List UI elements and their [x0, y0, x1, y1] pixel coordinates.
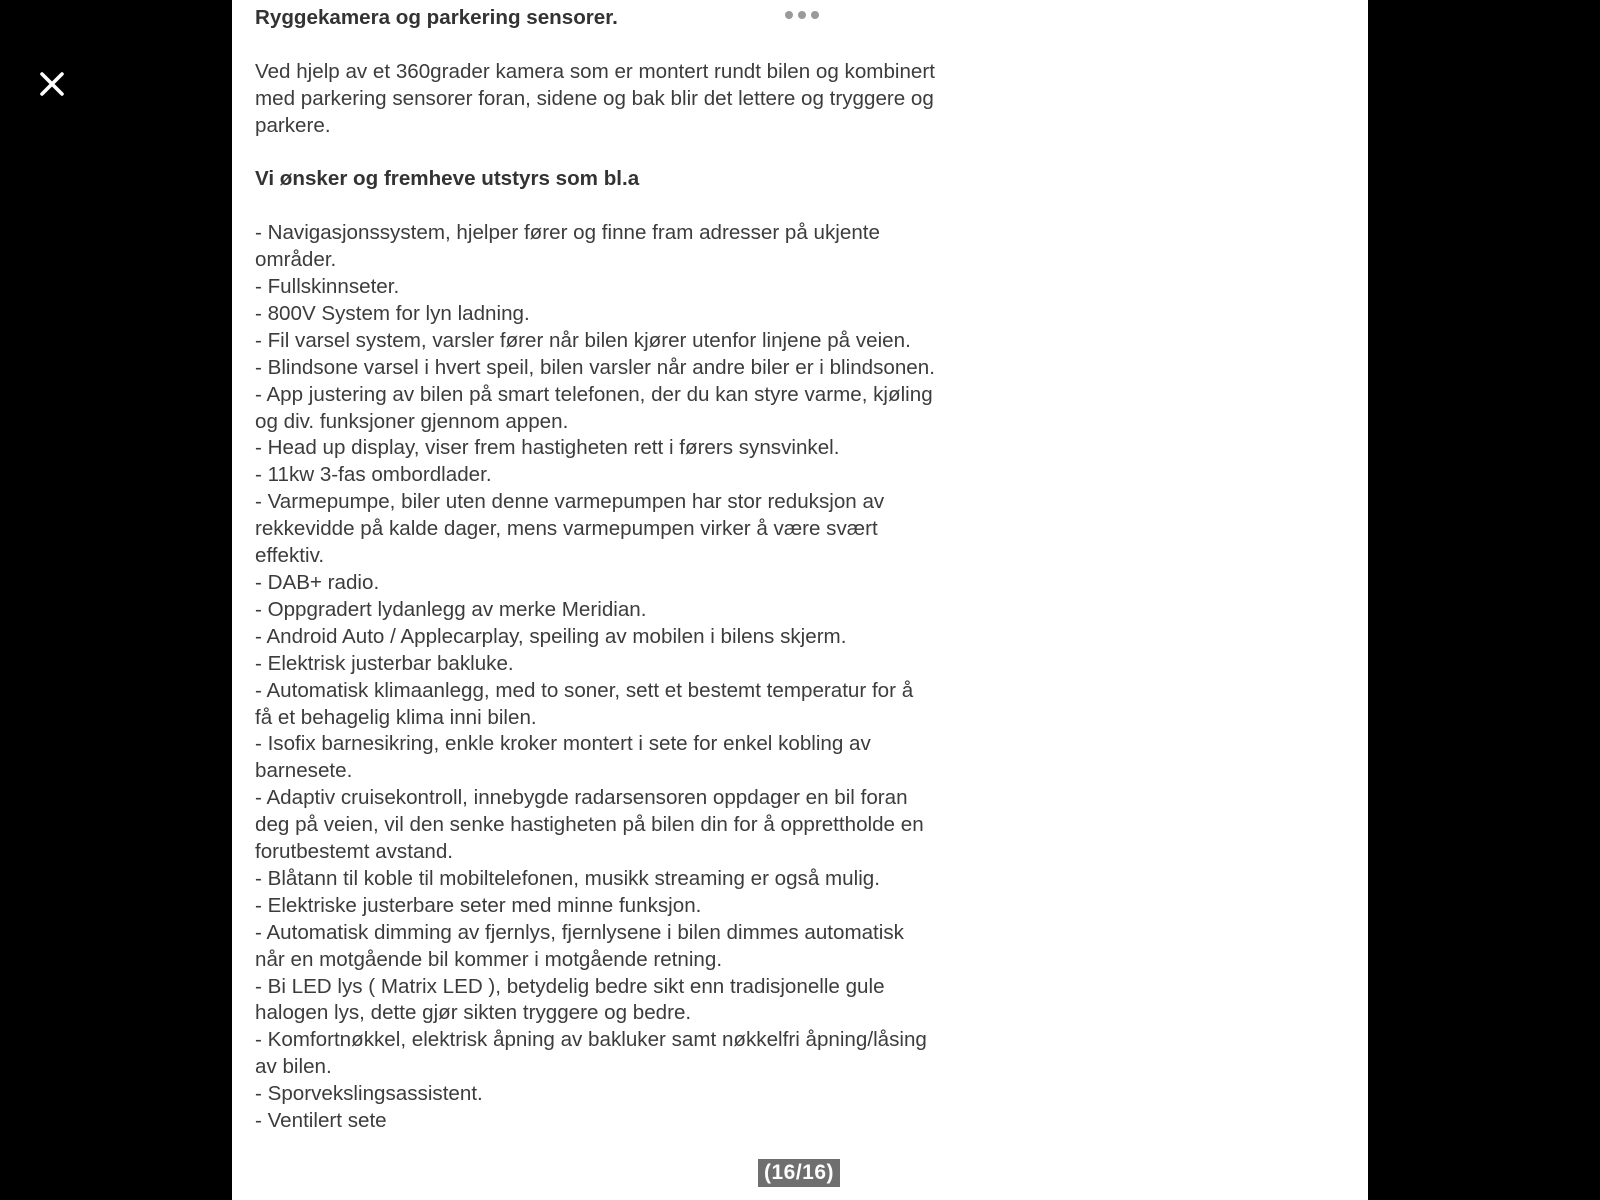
list-item: - Komfortnøkkel, elektrisk åpning av bakluker samt nøkkelfri åpning/låsing av bilen. — [255, 1028, 927, 1079]
list-item: - Blindsone varsel i hvert speil, bilen varsler når andre biler er i blindsonen. — [255, 355, 935, 379]
intro-paragraph: Ved hjelp av et 360grader kamera som er montert rundt bilen og kombinert med parkering sensorer foran, sidene og bak blir det lettere og tryggere og parkere. — [255, 59, 935, 137]
list-item: - Sporvekslingsassistent. — [255, 1082, 483, 1106]
page-indicator: (16/16) — [758, 1159, 840, 1187]
list-item: - Ventilert sete — [255, 1109, 387, 1133]
list-item: - Bi LED lys ( Matrix LED ), betydelig bedre sikt enn tradisjonelle gule halogen lys, dette gjør sikten tryggere og bedre. — [255, 974, 885, 1025]
section-heading: Vi ønsker og fremheve utstyrs som bl.a — [255, 167, 640, 191]
document-image — [232, 0, 1368, 1200]
document-text — [255, 5, 935, 1135]
section-heading: Ryggekamera og parkering sensorer. — [255, 6, 618, 29]
list-item: - Varmepumpe, biler uten denne varmepumpen har stor reduksjon av rekkevidde på kalde dager, mens varmepumpen virker å være svært effektiv. — [255, 490, 885, 568]
list-item: - Isofix barnesikring, enkle kroker montert i sete for enkel kobling av barnesete. — [255, 732, 871, 783]
list-item: - DAB+ radio. — [255, 570, 380, 594]
list-item: - 800V System for lyn ladning. — [255, 301, 530, 325]
list-item: - Blåtann til koble til mobiltelefonen, musikk streaming er også mulig. — [255, 866, 880, 890]
list-item: - App justering av bilen på smart telefonen, der du kan styre varme, kjøling og div. funksjoner gjennom appen. — [255, 382, 933, 433]
list-item: - Oppgradert lydanlegg av merke Meridian. — [255, 597, 647, 621]
list-item: - Fil varsel system, varsler fører når bilen kjører utenfor linjene på veien. — [255, 328, 911, 352]
close-button[interactable] — [32, 64, 72, 104]
close-icon — [32, 64, 72, 104]
list-item: - Elektriske justerbare seter med minne funksjon. — [255, 893, 702, 917]
equipment-list — [255, 220, 935, 1135]
list-item: - Automatisk dimming av fjernlys, fjernlysene i bilen dimmes automatisk når en motgående bil kommer i motgående retning. — [255, 920, 904, 971]
spacer — [255, 193, 935, 220]
list-item: - Android Auto / Applecarplay, speiling av mobilen i bilens skjerm. — [255, 624, 847, 648]
list-item: - Elektrisk justerbar bakluke. — [255, 651, 514, 675]
spacer — [255, 32, 935, 59]
list-item: - Adaptiv cruisekontroll, innebygde radarsensoren oppdager en bil foran deg på veien, vil den senke hastigheten på bilen din for å opprettholde en forutbestemt avstand. — [255, 786, 924, 864]
list-item: - Head up display, viser frem hastigheten rett i førers synsvinkel. — [255, 436, 840, 460]
list-item: - Navigasjonssystem, hjelper fører og finne fram adresser på ukjente områder. — [255, 221, 880, 272]
list-item: - 11kw 3-fas ombordlader. — [255, 463, 492, 487]
list-item: - Automatisk klimaanlegg, med to soner, sett et bestemt temperatur for å få et behagelig klima inni bilen. — [255, 678, 914, 729]
spacer — [255, 140, 935, 167]
list-item: - Fullskinnseter. — [255, 275, 400, 299]
